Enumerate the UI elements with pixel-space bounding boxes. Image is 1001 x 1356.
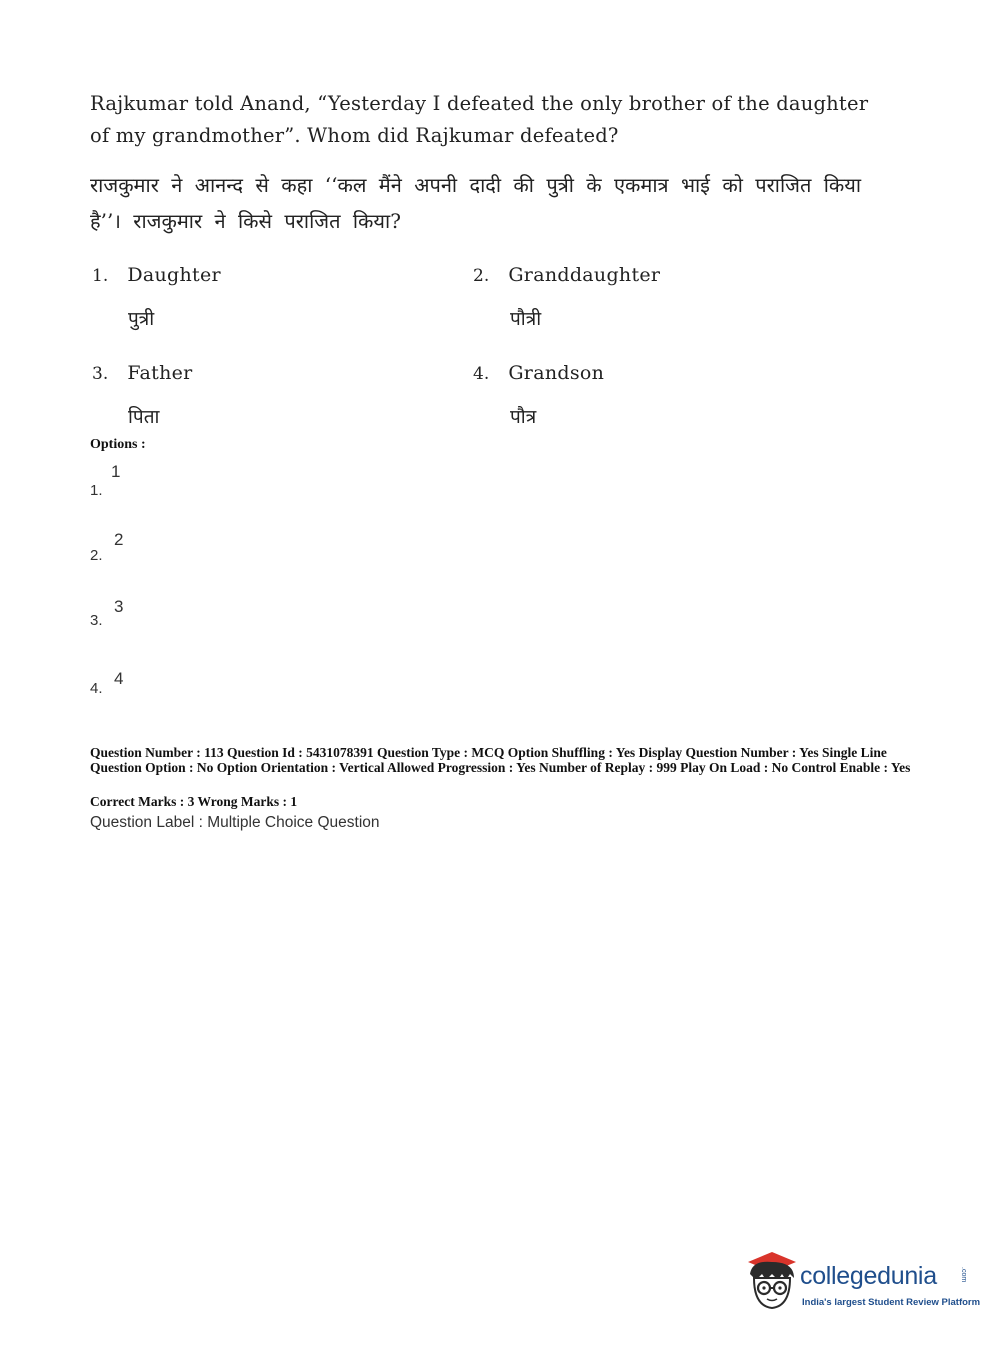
answer-option-3-value[interactable]: 3 — [114, 597, 124, 616]
choice-label-english: Father — [127, 362, 193, 384]
choice-label-english: Grandson — [508, 362, 605, 384]
choice-number: 1. — [92, 266, 109, 286]
choice-3 — [92, 362, 193, 384]
options-heading: Options : — [90, 437, 146, 452]
answer-option-1-number: 1. — [90, 482, 103, 499]
logo-tagline: India's largest Student Review Platform — [802, 1297, 981, 1308]
answer-option-1-value[interactable]: 1 — [111, 462, 121, 481]
choice-4-hindi: पौत्र — [510, 406, 537, 428]
logo-wordmark: collegedunia — [800, 1262, 937, 1290]
choice-1 — [92, 264, 221, 286]
choice-label-english: Daughter — [127, 264, 221, 286]
marks-info: Correct Marks : 3 Wrong Marks : 1 — [90, 794, 298, 809]
choice-2-hindi: पौत्री — [510, 308, 542, 330]
choice-number: 3. — [92, 364, 109, 384]
answer-option-4-number: 4. — [90, 680, 103, 697]
choice-label-english: Granddaughter — [508, 264, 661, 286]
answer-option-2-value[interactable]: 2 — [114, 530, 124, 549]
choice-1-hindi: पुत्री — [128, 308, 155, 330]
answer-option-2-number: 2. — [90, 547, 103, 564]
logo-domain-suffix: .com — [960, 1267, 967, 1283]
choice-3-hindi: पिता — [128, 406, 160, 428]
choice-2 — [473, 264, 660, 286]
question-text-english: Rajkumar told Anand, “Yesterday I defeated the only brother of the daughter of my grandmother”. Whom did Rajkumar defeated? — [90, 92, 869, 147]
question-text-hindi: राजकुमार ने आनन्द से कहा ‘‘कल मैंने अपनी दादी की पुत्री के एकमात्र भाई को पराजित किया है’’। राजकुमार ने किसे पराजित किया? — [90, 173, 862, 233]
choice-4 — [473, 362, 604, 384]
question-metadata: Question Number : 113 Question Id : 5431078391 Question Type : MCQ Option Shuffling : Yes Display Question Number : Yes Single Line Question Option : No Option Orientation : Vertical Allowed Progression : Yes Number of Replay : 999 Play On Load : No Control Enable : Yes — [90, 745, 911, 775]
answer-option-3-number: 3. — [90, 612, 103, 629]
answer-option-4-value[interactable]: 4 — [114, 669, 124, 688]
mascot-icon — [742, 1248, 802, 1318]
question-label: Question Label : Multiple Choice Question — [90, 814, 380, 831]
choice-number: 4. — [473, 364, 490, 384]
choice-number: 2. — [473, 266, 490, 286]
